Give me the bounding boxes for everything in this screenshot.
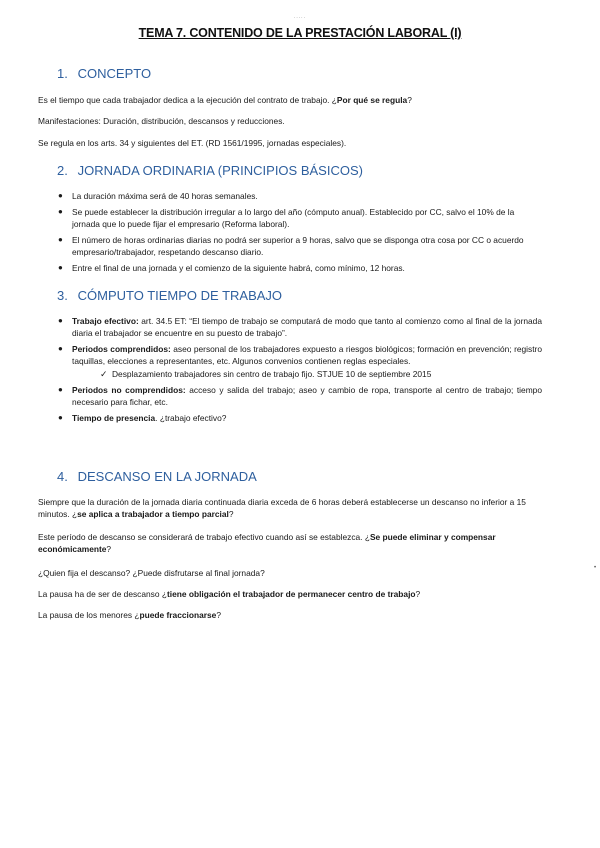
bullet-icon: ●	[58, 263, 63, 272]
paragraph-bold: Se puede eliminar y compensar económicamente	[38, 532, 496, 554]
list-item-text: . ¿trabajo efectivo?	[155, 413, 227, 423]
bullet-icon: ●	[58, 344, 63, 353]
paragraph-text: ¿Quien fija el descanso? ¿Puede disfrutarse al final jornada?	[38, 568, 265, 578]
bullet-icon: ●	[58, 413, 63, 422]
sub-list-item-text: Desplazamiento trabajadores sin centro de trabajo fijo. STJUE 10 de septiembre 2015	[112, 369, 432, 379]
section-3-list	[58, 315, 542, 428]
list-item-text: Se puede establecer la distribución irregular a lo largo del año (cómputo anual). Establecido por CC, salvo el 10% de la jornada que lo puede fijar el empresario (Reforma laboral).	[72, 207, 515, 229]
paragraph-after: ?	[407, 95, 412, 105]
section-4-title: DESCANSO EN LA JORNADA	[77, 469, 257, 484]
bullet-icon: ●	[58, 207, 63, 216]
list-item-text: La duración máxima será de 40 horas semanales.	[72, 191, 258, 201]
list-item-bold: Periodos comprendidos:	[72, 344, 171, 354]
paragraph-bold: tiene obligación el trabajador de permanecer centro de trabajo	[166, 589, 416, 599]
list-item-bold: Periodos no comprendidos:	[72, 385, 186, 395]
section-4-heading	[57, 469, 257, 484]
sub-list-item	[72, 368, 542, 380]
list-item	[58, 315, 542, 339]
document-title: TEMA 7. CONTENIDO DE LA PRESTACIÓN LABORAL (I)	[138, 26, 462, 40]
list-item-bold: Trabajo efectivo:	[72, 316, 139, 326]
section-1-number: 1.	[57, 66, 68, 81]
section-4-paragraph-3	[38, 567, 548, 579]
paragraph-text: Es el tiempo que cada trabajador dedica a la ejecución del contrato de trabajo. ¿	[38, 95, 337, 105]
bullet-icon: ●	[58, 385, 63, 394]
paragraph-text: La pausa ha de ser de descanso ¿	[38, 589, 167, 599]
paragraph-text: Siempre que la duración de la jornada diaria continuada diaria exceda de 6 horas deberá establecerse un descanso no inferior a 15 minutos. ¿	[38, 497, 526, 519]
paragraph-after: ?	[415, 589, 421, 599]
list-item	[58, 262, 542, 274]
paragraph-bold: se aplica a trabajador a tiempo parcial	[77, 509, 229, 519]
list-item	[58, 190, 542, 202]
section-2-list	[58, 190, 542, 278]
paragraph-bold: Por qué se regula	[336, 95, 408, 105]
list-item-text: art. 34.5 ET: “El tiempo de trabajo se computará de modo que tanto al comienzo como al final de la jornada diaria el trabajador se encuentre en su puesto de trabajo”.	[72, 316, 543, 338]
list-item-text: Entre el final de una jornada y el comienzo de la siguiente habrá, como mínimo, 12 horas.	[72, 263, 405, 273]
list-item	[58, 384, 542, 408]
list-item	[58, 234, 542, 258]
section-4-paragraph-5	[38, 609, 548, 621]
section-1-paragraph-3	[38, 137, 548, 149]
bullet-icon: ●	[58, 316, 63, 325]
section-4-paragraph-1	[38, 496, 538, 520]
section-1-heading	[57, 66, 151, 81]
section-2-title: JORNADA ORDINARIA (PRINCIPIOS BÁSICOS)	[77, 163, 363, 178]
margin-mark: •	[594, 565, 597, 571]
bullet-icon: ●	[58, 235, 63, 244]
checkmark-icon: ✓	[100, 369, 108, 379]
section-4-number: 4.	[57, 469, 68, 484]
paragraph-after: ?	[106, 544, 112, 554]
section-3-number: 3.	[57, 288, 68, 303]
bullet-icon: ●	[58, 191, 63, 200]
list-item-text: aseo personal de los trabajadores expuesto a riesgos biológicos; formación en prevención; registro taquillas, elecciones a representantes, etc. Algunos convenios contienen reglas especiales.	[72, 344, 542, 366]
section-2-number: 2.	[57, 163, 68, 178]
section-1-paragraph-1	[38, 94, 548, 106]
list-item	[58, 412, 542, 424]
list-item	[58, 206, 542, 230]
section-2-heading	[57, 163, 363, 178]
list-item-bold: Tiempo de presencia	[72, 413, 156, 423]
paragraph-text: Este período de descanso se considerará de trabajo efectivo cuando así se establezca. ¿	[38, 532, 370, 542]
paragraph-bold: puede fraccionarse	[139, 610, 217, 620]
paragraph-after: ?	[216, 610, 221, 620]
section-4-paragraph-2	[38, 531, 538, 555]
section-4-paragraph-4	[38, 588, 548, 600]
paragraph-text: La pausa de los menores ¿	[38, 610, 140, 620]
section-1-title: CONCEPTO	[77, 66, 152, 81]
section-1-paragraph-2	[38, 115, 548, 127]
paragraph-text: Manifestaciones: Duración, distribución, descansos y reducciones.	[38, 116, 285, 126]
header-mark: .....	[294, 14, 306, 20]
paragraph-text: Se regula en los arts. 34 y siguientes del ET. (RD 1561/1995, jornadas especiales).	[38, 138, 347, 148]
section-3-heading	[57, 288, 282, 303]
section-3-title: CÓMPUTO TIEMPO DE TRABAJO	[77, 288, 283, 303]
paragraph-after: ?	[228, 509, 234, 519]
list-item-text: acceso y salida del trabajo; aseo y cambio de ropa, transporte al centro de trabajo; tiempo necesario para fichar, etc.	[72, 385, 542, 407]
list-item-text: El número de horas ordinarias diarias no podrá ser superior a 9 horas, salvo que se disponga otra cosa por CC o acuerdo empresario/trabajador, respetando descanso diario.	[72, 235, 524, 257]
list-item	[58, 343, 542, 380]
